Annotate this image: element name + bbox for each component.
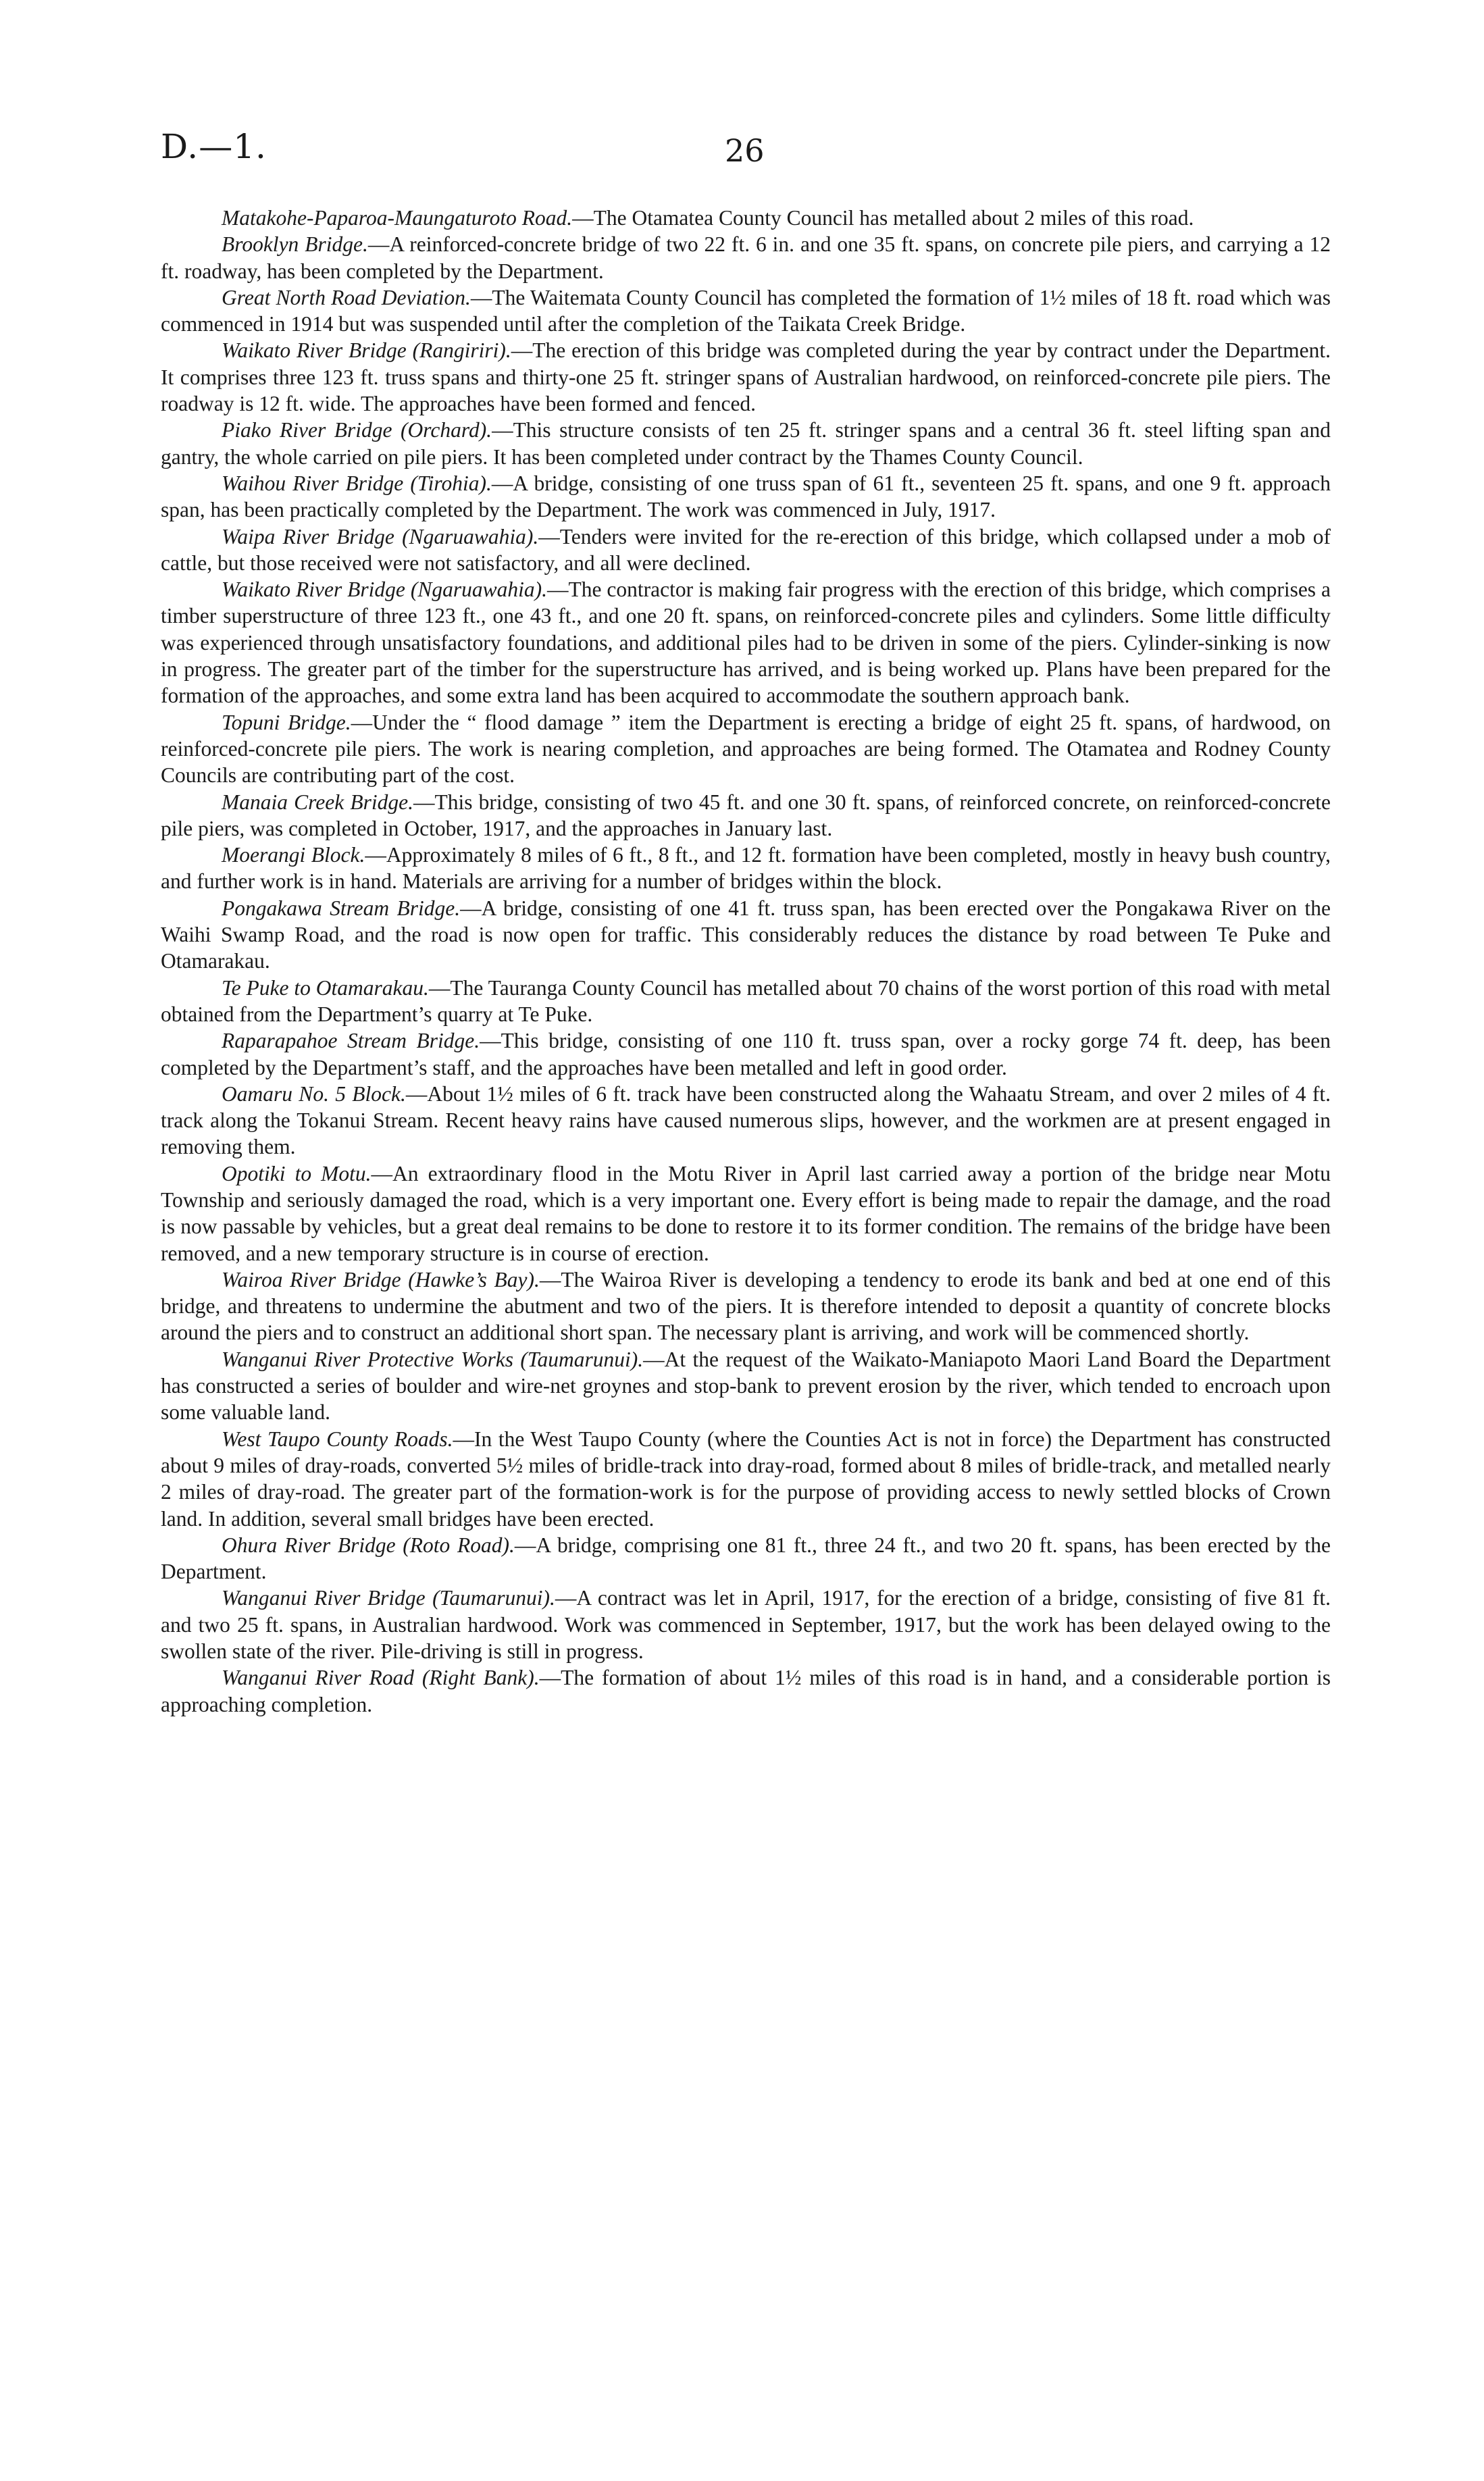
paragraph [161,1532,1331,1585]
paragraph-title: Wanganui River Protective Works (Taumarunui). [222,1347,644,1371]
paragraph [161,1081,1331,1160]
paragraph-text: —At the request of the Waikato-Maniapoto Maori Land Board the Department has constructed a series of boulder and wire-net groynes and stop-bank to prevent erosion by the river, which tended to encroach upon some valuable land. [161,1347,1331,1425]
paragraph-title: Oamaru No. 5 Block. [222,1081,406,1106]
paragraph-title: Pongakawa Stream Bridge. [222,896,461,920]
paragraph-text: —About 1½ miles of 6 ft. track have been constructed along the Wahaatu Stream, and over 2 miles of 4 ft. track along the Tokanui Stream. Recent heavy rains have caused numerous slips, however, and the workmen are at present engaged in removing them. [161,1081,1331,1159]
paragraph [161,1027,1331,1081]
paragraph [161,975,1331,1028]
paragraph-title: Topuni Bridge. [222,710,351,734]
paragraph-title: Waihou River Bridge (Tirohia). [222,471,492,495]
paragraph-title: Piako River Bridge (Orchard). [222,418,492,442]
paragraph [161,842,1331,895]
paragraph-text: —The Otamatea County Council has metalled about 2 miles of this road. [572,206,1194,230]
paragraph [161,284,1331,338]
paragraph [161,205,1331,231]
paragraph-text: —The Wairoa River is developing a tendency to erode its bank and bed at one end of this bridge, and threatens to undermine the abutment and two of the piers. It is therefore intended to deposit a quantity of concrete blocks around the piers and to construct an additional short span. The necessary plant is arriving, and work will be commenced shortly. [161,1267,1331,1345]
paragraph-title: Matakohe-Paparoa-Maungaturoto Road. [222,206,573,230]
paragraph-title: Raparapahoe Stream Bridge. [222,1029,480,1053]
paragraph-title: Great North Road Deviation. [222,285,471,309]
paragraph-title: Ohura River Bridge (Roto Road). [222,1533,515,1557]
paragraph-title: Wanganui River Bridge (Taumarunui). [222,1586,555,1610]
paragraph [161,1585,1331,1664]
paragraph-text: —The Tauranga County Council has metalled about 70 chains of the worst portion of this road with metal obtained from the Department’s quarry at Te Puke. [161,975,1331,1026]
paragraph-title: Te Puke to Otamarakau. [222,975,429,1000]
paragraph [161,1346,1331,1426]
paragraph-text: —Tenders were invited for the re-erection of this bridge, which collapsed under a mob of cattle, but those received were not satisfactory, and all were declined. [161,524,1331,575]
paragraph-title: West Taupo County Roads. [222,1427,453,1451]
paragraph [161,523,1331,577]
paragraph-text: —In the West Taupo County (where the Counties Act is not in force) the Department has constructed about 9 miles of dray-roads, converted 5½ miles of bridle-track into dray-road, formed about 8 miles of bridle-track, and metalled nearly 2 miles of dray-road. The greater part of the formation-work is for the purpose of providing access to newly settled blocks of Crown land. In addition, several small bridges have been erected. [161,1427,1331,1531]
paragraph-title: Moerangi Block. [222,843,365,867]
paragraph-title: Opotiki to Motu. [222,1161,372,1185]
report-body [161,205,1331,1718]
paragraph [161,1267,1331,1346]
paragraph-text: —The formation of about 1½ miles of this road is in hand, and a considerable portion is approaching completion. [161,1666,1331,1716]
paragraph-title: Waikato River Bridge (Rangiriri). [222,338,511,363]
paragraph-title: Wairoa River Bridge (Hawke’s Bay). [222,1267,540,1291]
paragraph [161,895,1331,975]
paragraph-text: —A reinforced-concrete bridge of two 22 ft. 6 in. and one 35 ft. spans, on concrete pile piers, and carrying a 12 ft. roadway, has been completed by the Department. [161,232,1331,283]
paragraph-text: —Approximately 8 miles of 6 ft., 8 ft., and 12 ft. formation have been completed, mostly in heavy bush country, and further work is in hand. Materials are arriving for a number of bridges within the block. [161,843,1331,894]
paragraph [161,470,1331,523]
paragraph [161,231,1331,284]
paragraph [161,1160,1331,1267]
paragraph-title: Waipa River Bridge (Ngaruawahia). [222,524,539,548]
paragraph-text: —The erection of this bridge was completed during the year by contract under the Department. It comprises three 123 ft. truss spans and thirty-one 25 ft. stringer spans of Australian hardwood, on reinforced-concrete pile piers. The roadway is 12 ft. wide. The approaches have been formed and fenced. [161,338,1331,416]
paragraph-title: Waikato River Bridge (Ngaruawahia). [222,578,547,602]
paragraph-title: Wanganui River Road (Right Bank). [222,1666,540,1690]
paragraph-text: —A bridge, consisting of one truss span of 61 ft., seventeen 25 ft. spans, and one 9 ft. approach span, has been practically completed by the Department. The work was commenced in July, 1917. [161,471,1331,522]
paragraph-text: —This bridge, consisting of two 45 ft. and one 30 ft. spans, of reinforced concrete, on reinforced-concrete pile piers, was completed in October, 1917, and the approaches in January last. [161,790,1331,840]
paragraph [161,1664,1331,1718]
paragraph-text: —A bridge, comprising one 81 ft., three 24 ft., and two 20 ft. spans, has been erected by the Department. [161,1533,1331,1584]
paragraph [161,337,1331,417]
paragraph-text: —A contract was let in April, 1917, for the erection of a bridge, consisting of five 81 ft. and two 25 ft. spans, in Australian hardwood. Work was commenced in September, 1917, but the work has been delayed owing to the swollen state of the river. Pile-driving is still in progress. [161,1586,1331,1664]
paragraph-text: —This bridge, consisting of one 110 ft. truss span, over a rocky gorge 74 ft. deep, has been completed by the Department’s staff, and the approaches have been metalled and left in good order. [161,1029,1331,1079]
paragraph [161,709,1331,789]
paragraph-title: Brooklyn Bridge. [222,232,368,257]
paragraph [161,417,1331,470]
page-number: 26 [725,132,765,169]
paragraph-text: —An extraordinary flood in the Motu River in April last carried away a portion of the bridge near Motu Township and seriously damaged the road, which is a very important one. Every effort is being made to repair the damage, and the road is now passable by vehicles, but a great deal remains to be done to restore it to its former condition. The remains of the bridge have been removed, and a new temporary structure is in course of erection. [161,1161,1331,1265]
paragraph-text: —This structure consists of ten 25 ft. stringer spans and a central 36 ft. steel lifting span and gantry, the whole carried on pile piers. It has been completed under contract by the Thames County Council. [161,418,1331,469]
paragraph-text: —The contractor is making fair progress with the erection of this bridge, which comprises a timber superstructure of three 123 ft., one 43 ft., and one 20 ft. spans, on reinforced-concrete piles and cylinders. Some little difficulty was experienced through unsatisfactory foundations, and additional piles had to be driven in some of the piers. Cylinder-sinking is now in progress. The greater part of the timber for the superstructure has arrived, and is being worked up. Plans have been prepared for the formation of the approaches, and some extra land has been acquired to accommodate the southern approach bank. [161,578,1331,708]
paragraph-text: —Under the “ flood damage ” item the Department is erecting a bridge of eight 25 ft. spans, of hardwood, on reinforced-concrete pile piers. The work is nearing completion, and approaches are being formed. The Otamatea and Rodney County Councils are contributing part of the cost. [161,710,1331,788]
paragraph-title: Manaia Creek Bridge. [222,790,413,814]
paragraph [161,1426,1331,1532]
paragraph-text: —A bridge, consisting of one 41 ft. truss span, has been erected over the Pongakawa River on the Waihi Swamp Road, and the road is now open for traffic. This considerably reduces the distance by road between Te Puke and Otamarakau. [161,896,1331,973]
paragraph [161,576,1331,709]
paragraph-text: —The Waitemata County Council has completed the formation of 1½ miles of 18 ft. road which was commenced in 1914 but was suspended until after the completion of the Taikata Creek Bridge. [161,285,1331,336]
paragraph [161,789,1331,842]
document-reference: D.—1. [161,127,267,166]
